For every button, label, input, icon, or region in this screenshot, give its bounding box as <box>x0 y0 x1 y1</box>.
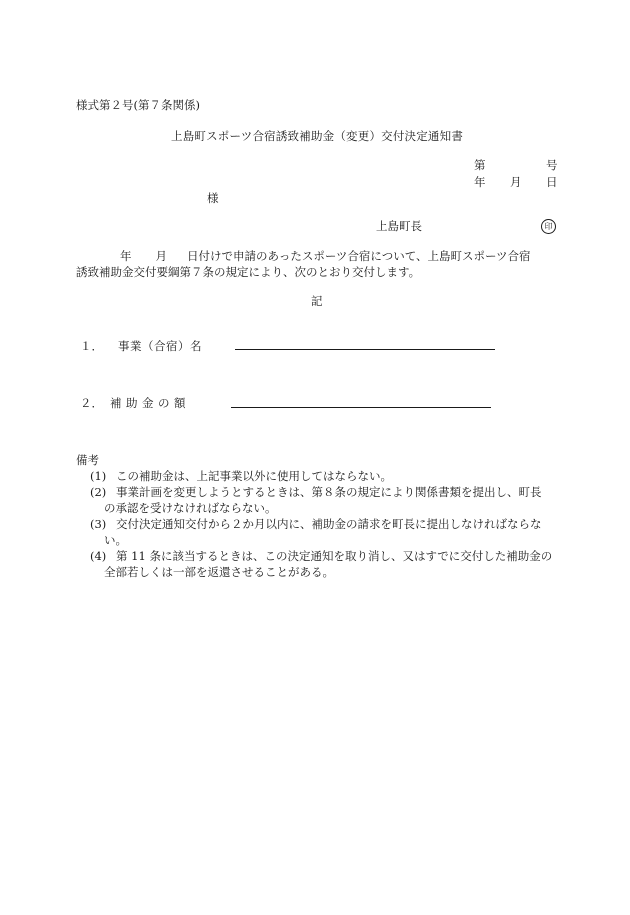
item-1-underline <box>235 349 495 350</box>
item-1-number: １． <box>80 339 103 353</box>
item-2-label: 補助金の額 <box>110 396 190 410</box>
note-1-number: (1) <box>90 469 107 483</box>
note-2-line-1: 事業計画を変更しようとするときは、第８条の規定により関係書類を提出し、町長 <box>116 485 542 499</box>
seal-mark: 印 <box>541 219 556 234</box>
notes-title: 備考 <box>76 453 99 467</box>
document-title: 上島町スポーツ合宿誘致補助金（変更）交付決定通知書 <box>171 129 464 143</box>
date-day: 日 <box>546 175 558 189</box>
issuer: 上島町長 <box>376 219 422 233</box>
note-4-line-2: 全部若しくは一部を返還させることがある。 <box>104 565 334 579</box>
note-3-line-2: い。 <box>104 533 127 547</box>
date-year: 年 <box>474 175 486 189</box>
doc-number-dai: 第 <box>474 158 486 172</box>
body-line-1 <box>120 251 531 263</box>
date-month: 月 <box>510 175 522 189</box>
note-2-line-2: の承認を受けなければならない。 <box>104 501 277 515</box>
body-line-2: 誘致補助金交付要綱第７条の規定により、次のとおり交付します。 <box>76 265 421 279</box>
item-2-number: ２． <box>80 396 103 410</box>
item-1-label: 事業（合宿）名 <box>118 339 202 353</box>
note-2-number: (2) <box>90 485 107 499</box>
note-4-line-1: 第 11 条に該当するときは、この決定通知を取り消し、又はすでに交付した補助金の <box>116 549 553 563</box>
body-line-1-rest: 日付けで申請のあったスポーツ合宿について、上島町スポーツ合宿 <box>187 249 531 263</box>
note-4-number: (4) <box>90 549 107 563</box>
body-month: 月 <box>155 249 167 263</box>
form-number: 様式第２号(第７条関係) <box>76 98 200 112</box>
note-1-line-1: この補助金は、上記事業以外に使用してはならない。 <box>116 469 392 483</box>
item-2-underline <box>231 407 491 408</box>
addressee: 様 <box>207 191 219 205</box>
note-3-number: (3) <box>90 517 107 531</box>
doc-number-go: 号 <box>546 158 558 172</box>
note-3-line-1: 交付決定通知交付から２か月以内に、補助金の請求を町長に提出しなければならな <box>116 517 542 531</box>
ki-heading: 記 <box>311 294 323 308</box>
body-year: 年 <box>120 249 132 263</box>
